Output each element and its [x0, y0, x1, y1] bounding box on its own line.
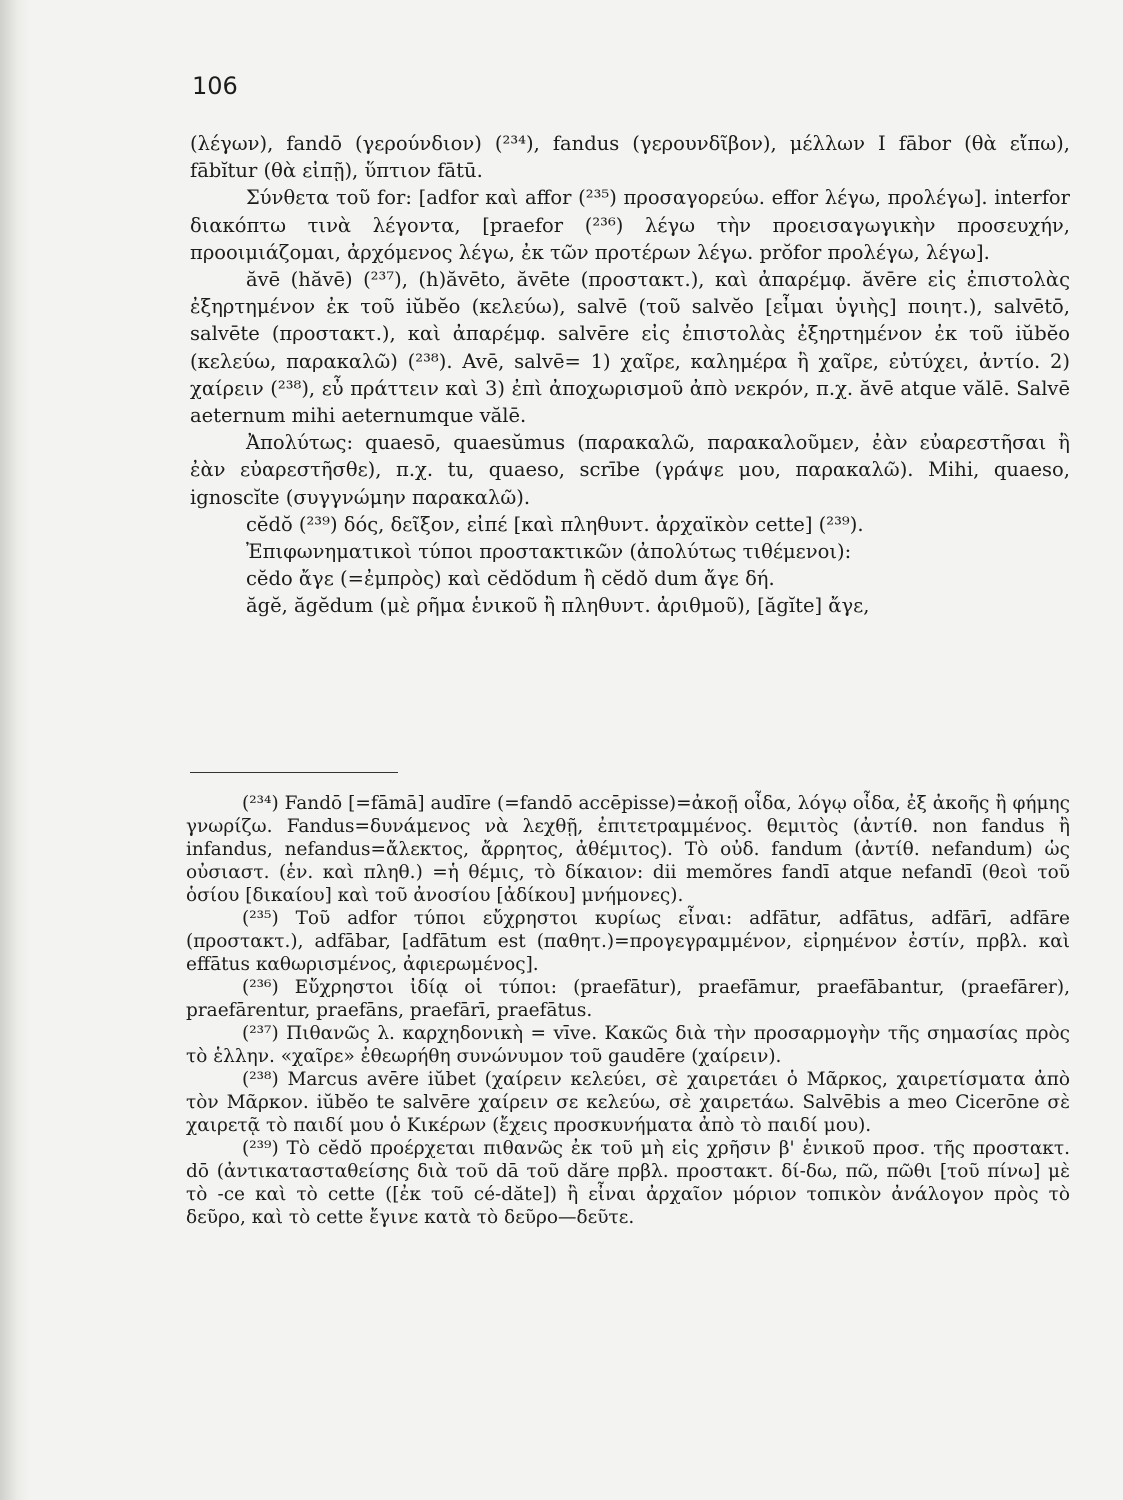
paragraph: cĕdo ἄγε (=ἐμπρὸς) καὶ cĕdŏdum ἢ cĕdŏ dum ἄγε δή.: [246, 567, 775, 591]
footnote: (²³⁵) Τοῦ adfor τύποι εὔχρηστοι κυρίως εἶναι: adfātur, adfātus, adfārī, adfāre (προστακτ.), adfābar, [adfātum est (παθητ.)=προγεγραμμένον, εἰρημένον ἐστίν, πρβλ. καὶ effātus καθωρισμένος, ἀφιερωμένος].: [186, 908, 1070, 975]
footnote-divider: [190, 772, 398, 773]
paragraph: Σύνθετα τοῦ for: [adfor καὶ affor (²³⁵) προσαγορεύω. effor λέγω, προλέγω]. interfor διακόπτω τινὰ λέγοντα, [praefor (²³⁶) λέγω τὴν προεισαγωγικὴν προσευχήν, προοιμιάζομαι, ἀρχόμενος λέγω, ἐκ τῶν προτέρων λέγω. prŏfor προλέγω, λέγω].: [190, 186, 1070, 264]
paragraph: (λέγων), fandō (γερούνδιον) (²³⁴), fandus (γερουνδῖβον), μέλλων Ι fābor (θὰ εἴπω), fābĭtur (θὰ εἰπῇ), ὕπτιον fātū.: [190, 132, 1070, 183]
footnote: (²³⁸) Marcus avēre iŭbet (χαίρειν κελεύει, σὲ χαιρετάει ὁ Μᾶρκος, χαιρετίσματα ἀπὸ τὸν Μᾶρκον. iŭbĕo te salvēre χαίρειν σε κελεύω, σὲ χαιρετάω. Salvēbis a meo Cicerōne σὲ χαιρετᾷ τὸ παιδί μου ὁ Κικέρων (ἔχεις προσκυνήματα ἀπὸ τὸ παιδί μου).: [186, 1069, 1070, 1136]
footnote: (²³⁹) Τὸ cĕdŏ προέρχεται πιθανῶς ἐκ τοῦ μὴ εἰς χρῆσιν β' ἑνικοῦ προσ. τῆς προστακτ. dō (ἀντικατασταθείσης διὰ τοῦ dā τοῦ dăre πρβλ. προστακτ. δί-δω, πῶ, πῶθι [τοῦ πίνω] μὲ τὸ -ce καὶ τὸ cette ([ἐκ τοῦ cé-dăte]) ἢ εἶναι ἀρχαῖον μόριον τοπικὸν ἀνάλογον πρὸς τὸ δεῦρο, καὶ τὸ cette ἔγινε κατὰ τὸ δεῦρο—δεῦτε.: [186, 1138, 1070, 1228]
page-binding-shadow: [0, 0, 30, 1500]
footnote: (²³⁶) Εὔχρηστοι ἰδίᾳ οἱ τύποι: (praefātur), praefāmur, praefābantur, (praefārer), praefārentur, praefāns, praefārī, praefātus.: [186, 977, 1070, 1021]
page-number: 106: [192, 72, 238, 100]
paragraph: Ἐπιφωνηματικοὶ τύποι προστακτικῶν (ἀπολύτως τιθέμενοι):: [246, 540, 852, 564]
footnote: (²³⁴) Fandō [=fāmā] audīre (=fandō accēpisse)=ἀκοῇ οἶδα, λόγῳ οἶδα, ἐξ ἀκοῆς ἢ φήμης γνωρίζω. Fandus=δυνάμενος νὰ λεχθῇ, ἐπιτετραμμένος. θεμιτὸς (ἀντίθ. non fandus ἢ infandus, nefandus=ἄλεκτος, ἄρρητος, ἀθέμιτος). Τὸ οὐδ. fandum (ἀντίθ. nefandum) ὡς οὐσιαστ. (ἑν. καὶ πληθ.) =ἡ θέμις, τὸ δίκαιον: dii memŏres fandī atque nefandī (θεοὶ τοῦ ὁσίου [δικαίου] καὶ τοῦ ἀνοσίου [ἀδίκου] μνήμονες).: [186, 793, 1070, 906]
footnotes: [186, 792, 1070, 1229]
paragraph: cĕdŏ (²³⁹) δός, δεῖξον, εἰπέ [καὶ πληθυντ. ἀρχαϊκὸν cette] (²³⁹).: [246, 512, 864, 536]
paragraph: ăgĕ, ăgĕdum (μὲ ρῆμα ἑνικοῦ ἢ πληθυντ. ἀριθμοῦ), [ăgĭte] ἄγε,: [246, 594, 870, 618]
footnote: (²³⁷) Πιθανῶς λ. καρχηδονικὴ = vīve. Κακῶς διὰ τὴν προσαρμογὴν τῆς σημασίας πρὸς τὸ ἑλλην. «χαῖρε» ἐθεωρήθη συνώνυμον τοῦ gaudēre (χαίρειν).: [186, 1023, 1070, 1067]
main-text: [190, 130, 1070, 620]
paragraph: Ἀπολύτως: quaesō, quaesŭmus (παρακαλῶ, παρακαλοῦμεν, ἐὰν εὐαρεστῆσαι ἢ ἐὰν εὐαρεστῆσθε), π.χ. tu, quaeso, scrībe (γράψε μου, παρακαλῶ). Mihi, quaeso, ignoscĭte (συγγνώμην παρακαλῶ).: [190, 431, 1070, 509]
paragraph: ăvē (hăvē) (²³⁷), (h)ăvēto, ăvēte (προστακτ.), καὶ ἀπαρέμφ. ăvēre εἰς ἐπιστολὰς ἐξηρτημένον ἐκ τοῦ iŭbĕo (κελεύω), salvē (τοῦ salvĕo [εἶμαι ὑγιὴς] ποιητ.), salvētō, salvēte (προστακτ.), καὶ ἀπαρέμφ. salvēre εἰς ἐπιστολὰς ἐξηρτημένον ἐκ τοῦ iŭbĕo (κελεύω, παρακαλῶ) (²³⁸). Avē, salvē= 1) χαῖρε, καλημέρα ἢ χαῖρε, εὐτύχει, ἀντίο. 2) χαίρειν (²³⁸), εὖ πράττειν καὶ 3) ἐπὶ ἀποχωρισμοῦ ἀπὸ νεκρόν, π.χ. ăvē atque vălē. Salvē aeternum mihi aeternumque vălē.: [190, 268, 1070, 428]
